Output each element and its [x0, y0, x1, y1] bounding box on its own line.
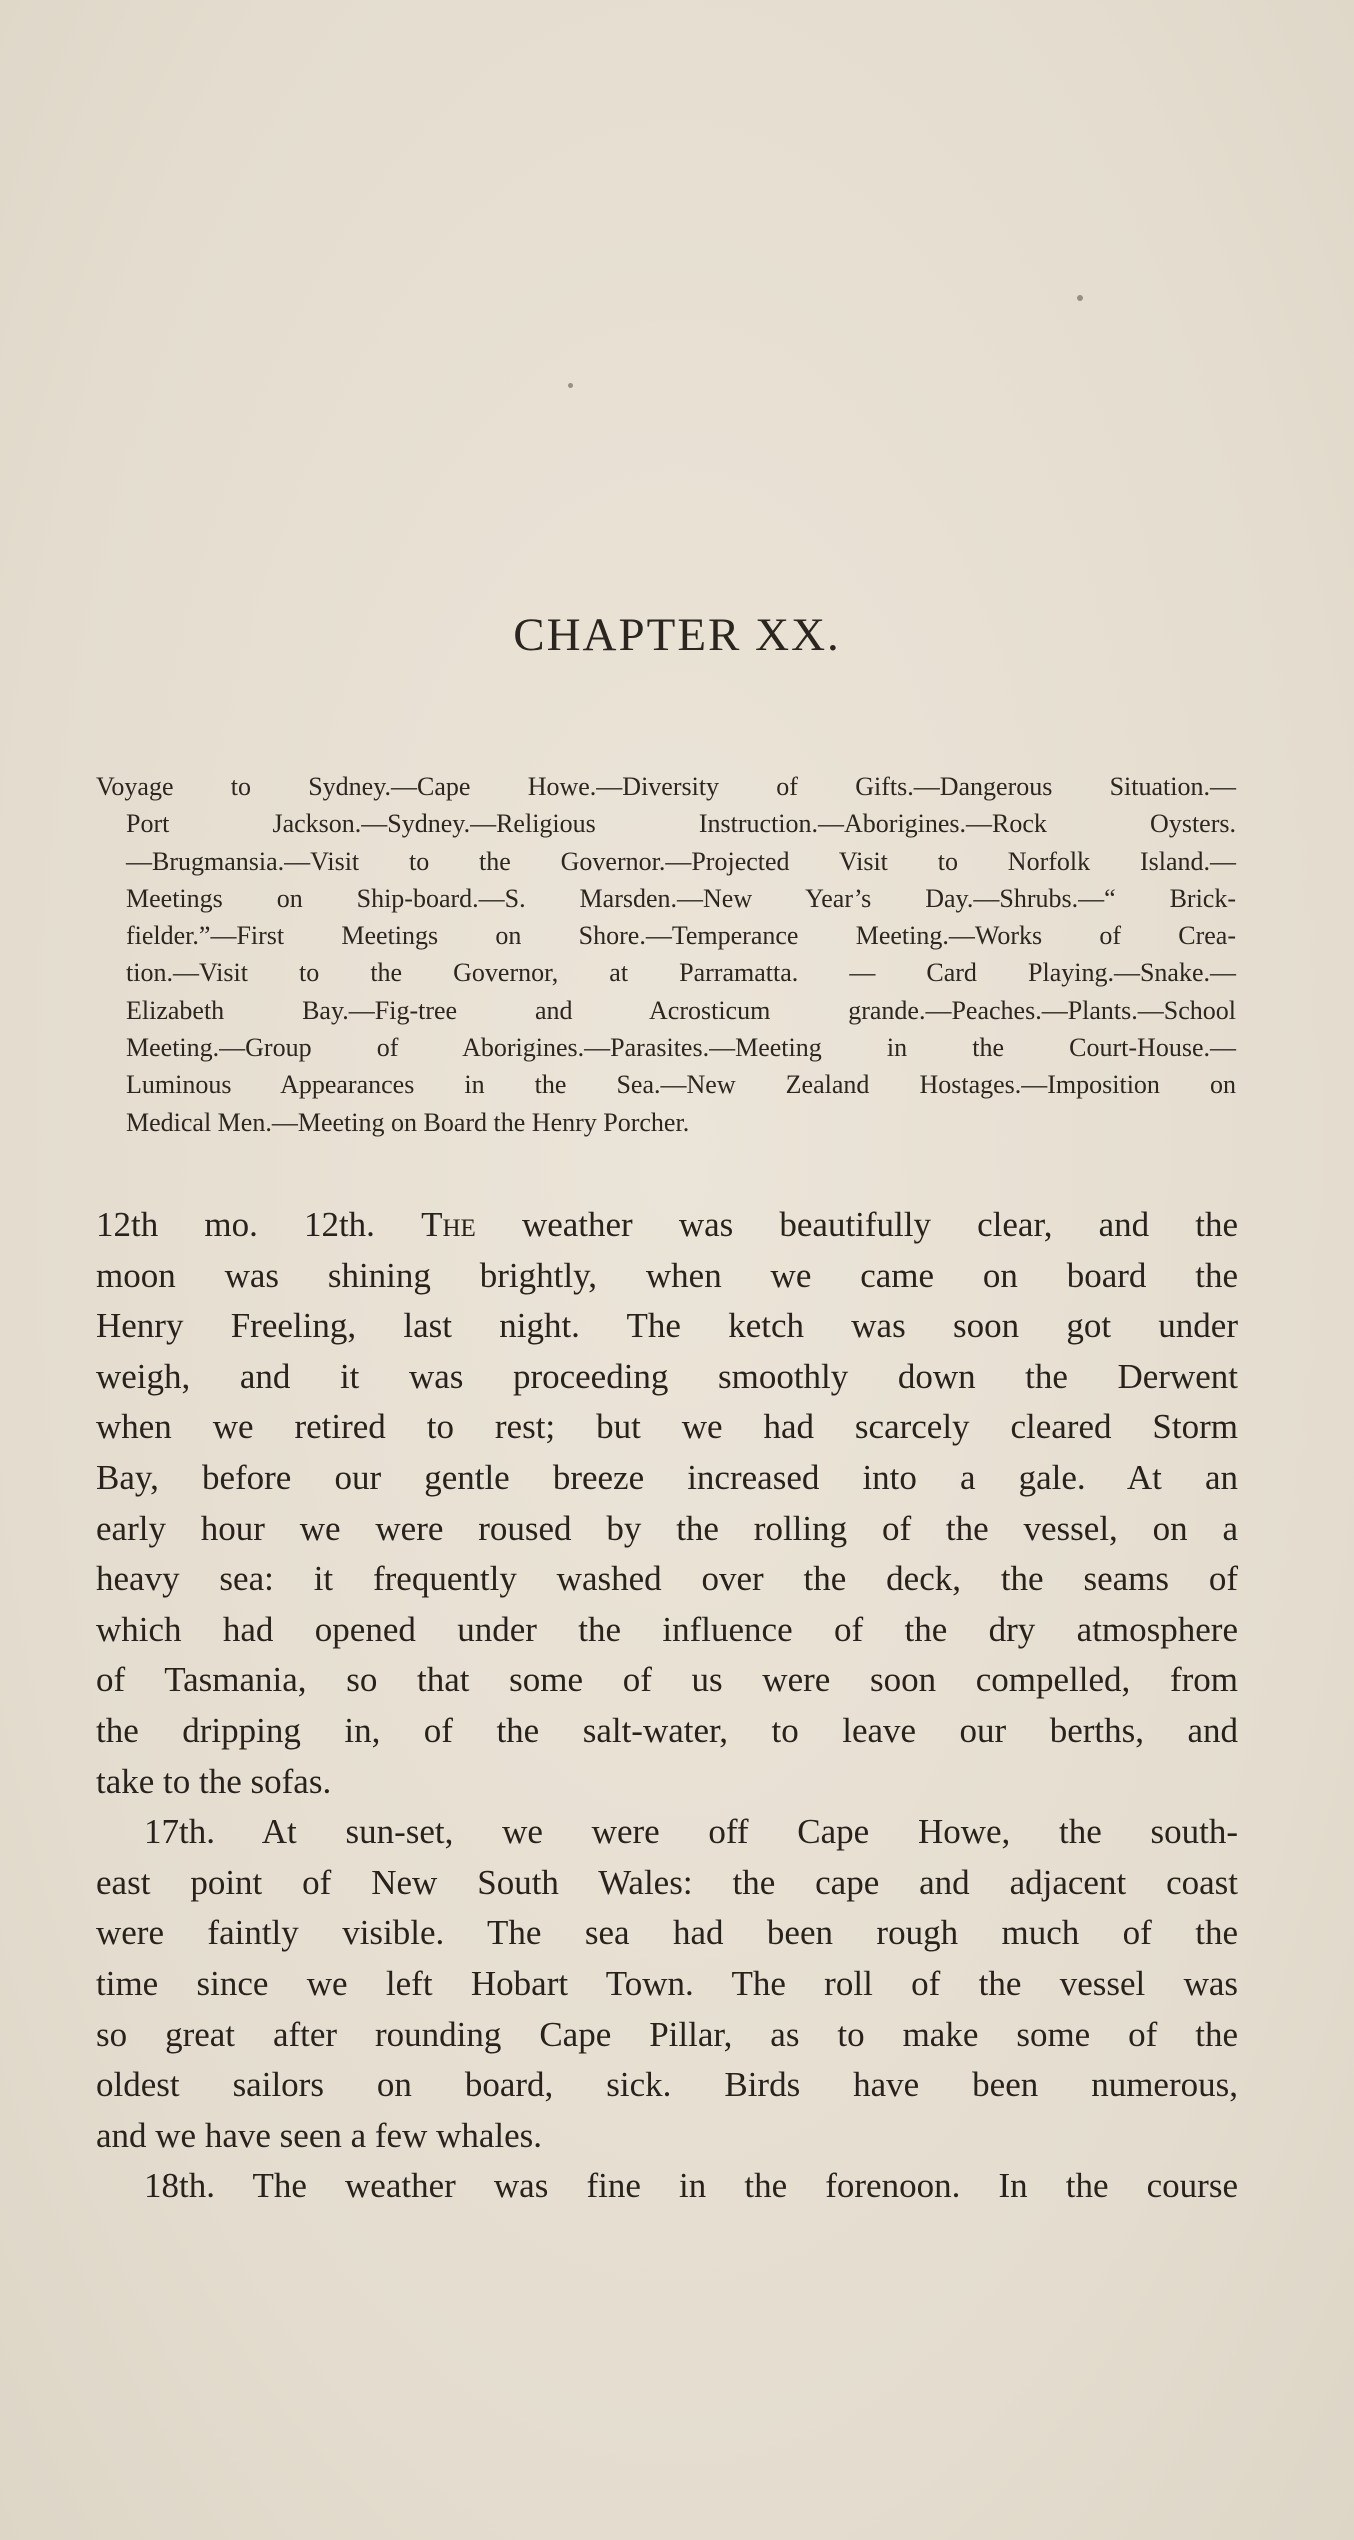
body-line	[96, 1200, 1238, 1251]
summary-line: Elizabeth Bay.—Fig-tree and Acrosticum grande.—Peaches.—Plants.—School	[126, 995, 1236, 1025]
body-line: moon was shining brightly, when we came on board the	[96, 1255, 1238, 1295]
body-line: time since we left Hobart Town. The roll of the vessel was	[96, 1963, 1238, 2003]
ink-speck	[1077, 295, 1083, 301]
body-text	[96, 1200, 1238, 2212]
summary-line: tion.—Visit to the Governor, at Parramatta. — Card Playing.—Snake.—	[126, 958, 1236, 988]
summary-line: Medical Men.—Meeting on Board the Henry Porcher.	[126, 1107, 690, 1137]
body-line-text: weather was beautifully clear, and the	[521, 1205, 1239, 1244]
body-line: Bay, before our gentle breeze increased into a gale. At an	[96, 1457, 1238, 1497]
ink-speck	[568, 383, 573, 388]
body-line: oldest sailors on board, sick. Birds have been numerous,	[96, 2065, 1238, 2105]
body-line: 17th. At sun-set, we were off Cape Howe, the south-	[144, 1812, 1238, 1852]
body-line: 18th. The weather was fine in the forenoon. In the course	[144, 2166, 1238, 2206]
body-line: and we have seen a few whales.	[96, 2115, 543, 2155]
chapter-title: CHAPTER XX.	[513, 609, 841, 661]
entry-date: 12th mo. 12th.	[96, 1205, 375, 1244]
body-line: take to the sofas.	[96, 1761, 332, 1801]
body-line: when we retired to rest; but we had scarcely cleared Storm	[96, 1407, 1238, 1447]
chapter-summary	[96, 768, 1236, 1141]
summary-line: —Brugmansia.—Visit to the Governor.—Projected Visit to Norfolk Island.—	[126, 846, 1236, 876]
body-line: so great after rounding Cape Pillar, as to make some of the	[96, 2014, 1238, 2054]
body-line: which had opened under the influence of the dry atmosphere	[96, 1609, 1238, 1649]
body-line: east point of New South Wales: the cape and adjacent coast	[96, 1862, 1238, 1902]
body-line: the dripping in, of the salt-water, to leave our berths, and	[96, 1710, 1238, 1750]
body-line: Henry Freeling, last night. The ketch was soon got under	[96, 1306, 1238, 1346]
summary-line: Port Jackson.—Sydney.—Religious Instruction.—Aborigines.—Rock Oysters.	[126, 809, 1236, 839]
body-line: early hour we were roused by the rolling of the vessel, on a	[96, 1508, 1238, 1548]
body-line: were faintly visible. The sea had been rough much of the	[96, 1913, 1238, 1953]
opening-word: The	[421, 1205, 476, 1244]
summary-line: Voyage to Sydney.—Cape Howe.—Diversity of Gifts.—Dangerous Situation.—	[96, 772, 1236, 801]
body-line: of Tasmania, so that some of us were soon compelled, from	[96, 1660, 1238, 1700]
summary-line: fielder.”—First Meetings on Shore.—Temperance Meeting.—Works of Crea-	[126, 921, 1236, 951]
summary-line: Meetings on Ship-board.—S. Marsden.—New Year’s Day.—Shrubs.—“ Brick-	[126, 883, 1236, 913]
body-line: weigh, and it was proceeding smoothly down the Derwent	[96, 1356, 1238, 1396]
summary-line: Luminous Appearances in the Sea.—New Zealand Hostages.—Imposition on	[126, 1070, 1236, 1100]
body-line: heavy sea: it frequently washed over the deck, the seams of	[96, 1559, 1238, 1599]
summary-line: Meeting.—Group of Aborigines.—Parasites.—Meeting in the Court-House.—	[126, 1033, 1236, 1063]
